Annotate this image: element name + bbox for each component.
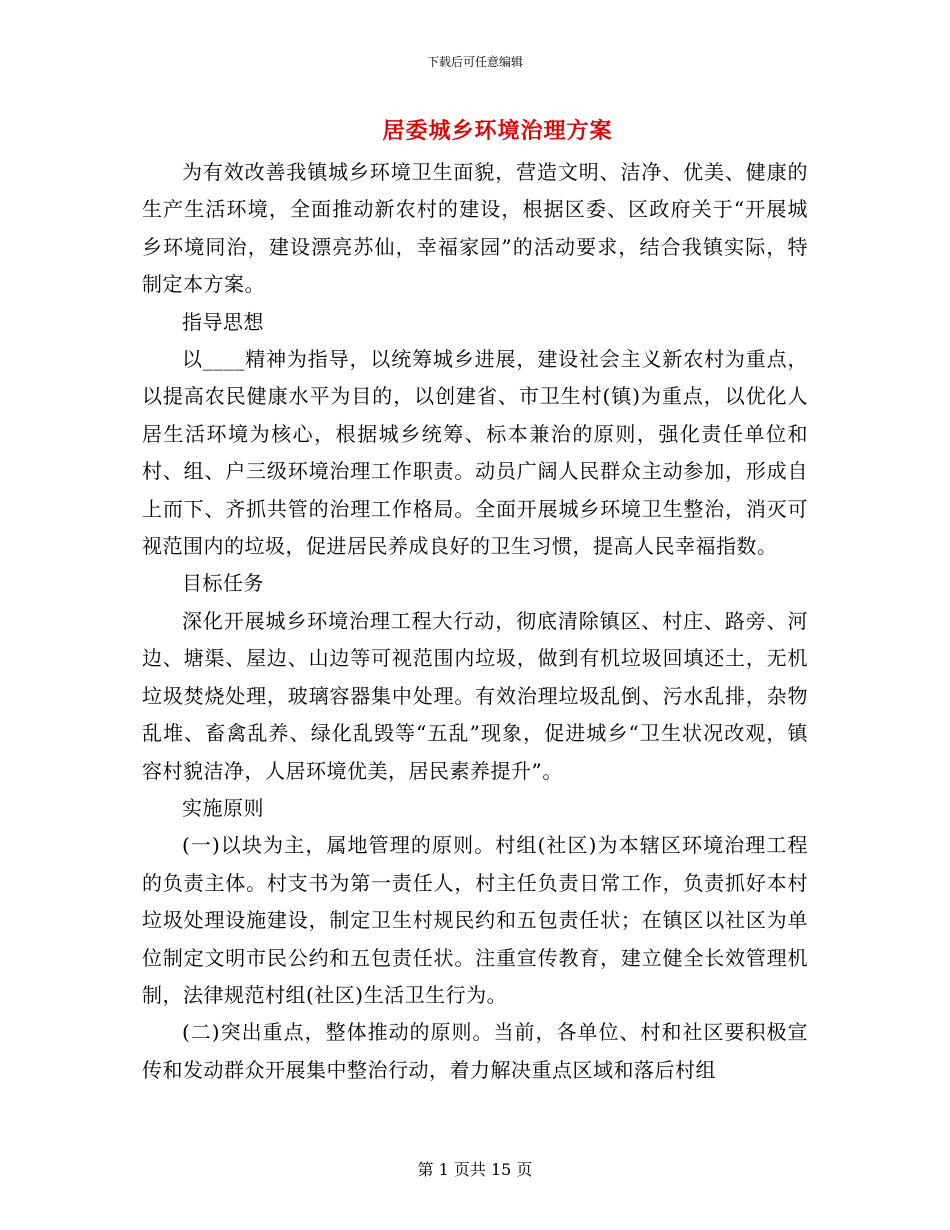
document-title-text: 居委城乡环境治理方案 — [382, 118, 613, 144]
header-note: 下载后可任意编辑 — [426, 55, 523, 69]
paragraph-intro: 为有效改善我镇城乡环境卫生面貌，营造文明、洁净、优美、健康的生产生活环境，全面推动新农村的建设，根据区委、区政府关于“开展城乡环境同治，建设漂亮苏仙，幸福家园”的活动要求，结合我镇实际，特制定本方案。 — [142, 160, 808, 297]
section-heading-guiding-thought: 指导思想 — [182, 309, 264, 334]
paragraph-principle-2: (二)突出重点，整体推动的原则。当前，各单位、村和社区要积极宣传和发动群众开展集中整治行动，着力解决重点区域和落后村组 — [142, 1020, 808, 1082]
section-heading-principles: 实施原则 — [182, 795, 264, 820]
document-title — [0, 114, 950, 145]
section-heading-goals: 目标任务 — [182, 571, 264, 596]
page-footer: 第 1 页共 15 页 — [417, 1160, 533, 1179]
paragraph-guiding-thought: 以____精神为指导，以统筹城乡进展，建设社会主义新农村为重点，以提高农民健康水平为目的，以创建省、市卫生村(镇)为重点，以优化人居生活环境为核心，根据城乡统筹、标本兼治的原则，强化责任单位和村、组、户三级环境治理工作职责。动员广阔人民群众主动参加，形成自上而下、齐抓共管的治理工作格局。全面开展城乡环境卫生整治，消灭可视范围内的垃圾，促进居民养成良好的卫生习惯，提高人民幸福指数。 — [142, 347, 808, 559]
paragraph-principle-1: (一)以块为主，属地管理的原则。村组(社区)为本辖区环境治理工程的负责主体。村支书为第一责任人，村主任负责日常工作，负责抓好本村垃圾处理设施建设，制定卫生村规民约和五包责任状；在镇区以社区为单位制定文明市民公约和五包责任状。注重宣传教育，建立健全长效管理机制，法律规范村组(社区)生活卫生行为。 — [142, 833, 808, 1007]
document-body — [142, 154, 808, 1089]
paragraph-goals: 深化开展城乡环境治理工程大行动，彻底清除镇区、村庄、路旁、河边、塘渠、屋边、山边等可视范围内垃圾，做到有机垃圾回填还土，无机垃圾焚烧处理，玻璃容器集中处理。有效治理垃圾乱倒、污水乱排，杂物乱堆、畜禽乱养、绿化乱毁等“五乱”现象，促进城乡“卫生状况改观，镇容村貌洁净，人居环境优美，居民素养提升”。 — [142, 608, 808, 783]
